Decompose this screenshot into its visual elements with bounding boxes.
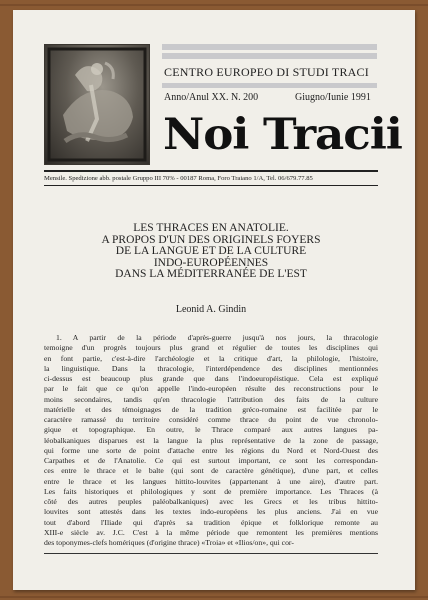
body-line: ces entre le thrace et le balte (qui sont de caractère génétique), d'une part, et celles [44,466,378,476]
body-line: des toponymes-clefs homériques (d'origine thrace) «Troia» et «Ilios/on», qui cor- [44,538,294,547]
body-line: côté des autres peuples paléobalkaniques) avec les Grecs et les tribus hittito- [44,497,378,506]
body-line: moins secondaires, tandis qu'en thracologie l'attribution des faits de la culture [44,394,378,404]
body-line: tout d'abord l'Iliade qui d'après sa tradition épique et folklorique remonte au [44,517,378,527]
body-line: 1. A partir de la période d'après-guerre jusqu'à nos jours, la thracologie [56,333,378,342]
header-gray-band-top [162,44,377,50]
body-line: temoigne d'un progrès toujours plus grand et régulier de toutes les disciplines qui [44,343,378,353]
article-title-line: A PROPOS D'UN DES ORIGINELS FOYERS [101,233,321,246]
footer-rule [44,553,378,554]
body-line: par le fait que ce qu'on appelle l'indo-européen résulte des reconstructions pour le [44,384,378,394]
body-line: la linguistique. Dans la thracologie, l'interdépendence des disciplines mentionnées [44,363,378,373]
thracian-rider-relief-image [44,44,150,165]
header-gray-band-middle [162,83,377,88]
body-line: ci-dessus est beaucoup plus grande que dans l'indoeuropéistique. Cela est expliqué [44,374,378,383]
article-title-line: DE LA LANGUE ET DE LA CULTURE [115,245,307,257]
body-line: caractère ramassé du territoire considéré comme thrace du point de vue chronolo- [44,415,378,424]
masthead-rule [44,170,378,172]
body-line: matérielle et des témoignages de la tradition gréco-romaine est facilitée par le [44,404,378,414]
body-line: Les faits historiques et philologiques y sont de première importance. Les Thraces (à [44,486,378,496]
postal-rule [44,185,378,186]
article-title-line: DANS LA MÉDITERRANÉE DE L'EST [115,268,307,280]
body-line: en font partie, c'est-à-dire l'archéologie et la critique d'art, la philologie, l'histoire, [44,353,378,363]
postal-info: Mensile. Spedizione abb. postale Gruppo III 70% - 00187 Roma, Foro Traiano 1/A, Tel. 06/679.77.85 [44,175,313,182]
body-line: Carpathes et de l'Anatolie. Ce qui est surtout important, ce sont les correspondan- [44,456,378,465]
article-author: Leonid A. Gindin [175,304,247,315]
article-title-line: LES THRACES EN ANATOLIE. [133,222,289,234]
issue-number: Anno/Anul XX. N. 200 [164,92,259,103]
body-line: léobalkaniques disparues est la langue la plus représentative de la zone de passage, [44,435,378,445]
body-line: gique et topographique. En outre, le Thrace comparé aux autres langues pa- [44,425,378,435]
article-body [44,333,378,548]
body-line: qui forme une sorte de point d'attache entre les régions du Nord et Nord-Ouest des [44,445,378,455]
article-title [44,223,378,281]
body-line: entre le thrace et les langues hittito-louvites (appartenant à une aire), d'autre part. [44,476,378,486]
masthead-title: Noi Tracii [163,110,402,160]
body-line: XIII-e siècle av. J.C. C'est à la même période que remontent les premières mentions [44,527,378,537]
issue-date: Giugno/Iunie 1991 [295,92,371,103]
newsletter-page [13,10,415,590]
centre-name: CENTRO EUROPEO DI STUDI TRACI [164,65,369,79]
article-title-line: INDO-EUROPÉENNES [153,256,269,269]
body-line: louvites sont attestés dans les textes indo-européens les plus anciens. J'ai en vue [44,507,378,517]
header-gray-band-second [162,53,377,59]
